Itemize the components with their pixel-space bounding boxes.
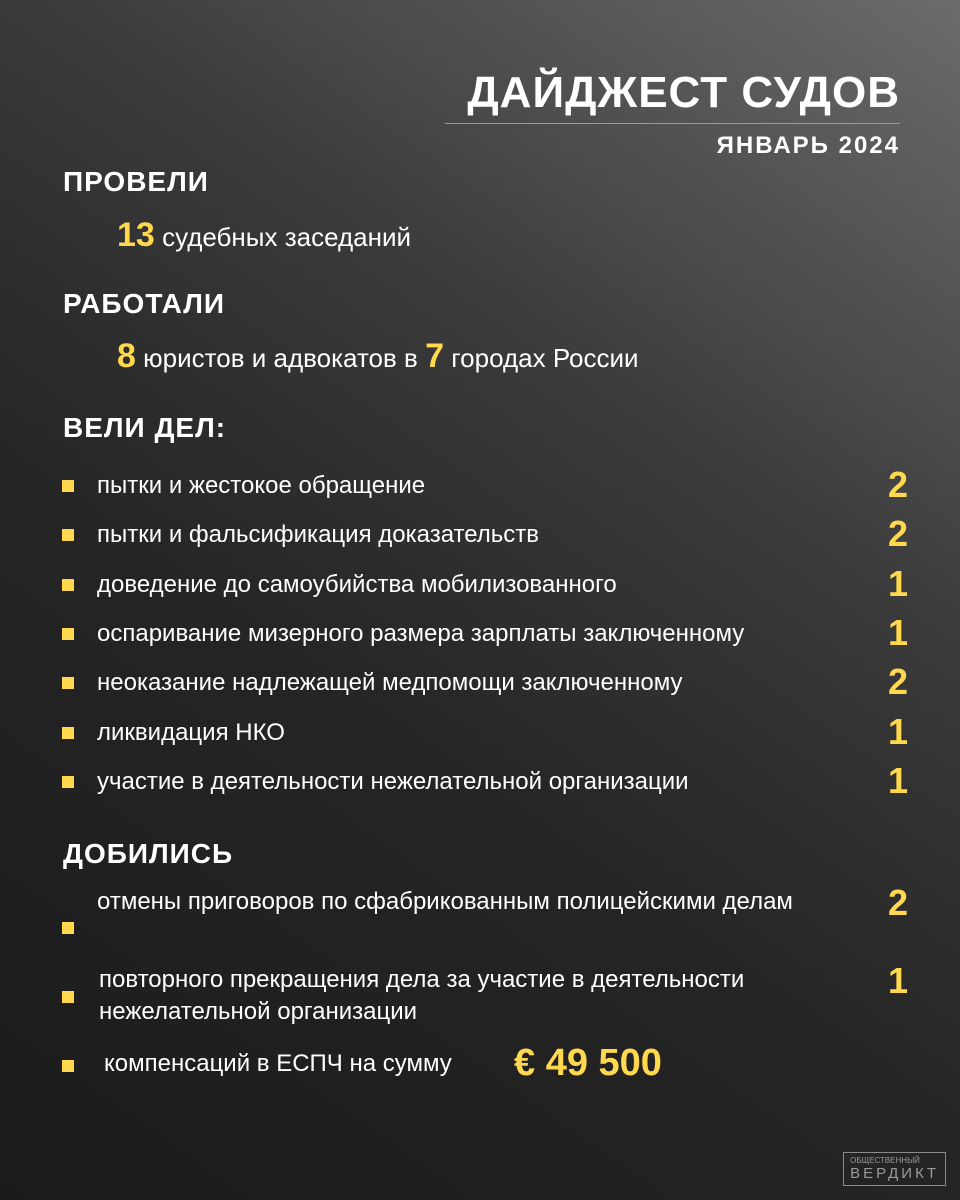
worked-line — [117, 337, 639, 376]
cities-text: городах России — [451, 343, 639, 373]
achieved-count: 2 — [887, 882, 908, 923]
worked-heading: РАБОТАЛИ — [63, 288, 226, 319]
achieved-item: отмены приговоров по сфабрикованным полицейскими делам — [97, 888, 793, 915]
case-item: участие в деятельности нежелательной организации — [97, 767, 689, 795]
hearings-text: судебных заседаний — [162, 222, 412, 252]
bullet-icon — [62, 1060, 74, 1072]
achieved-count: 1 — [887, 960, 908, 1001]
case-count: 2 — [887, 661, 908, 703]
cities-count: 7 — [425, 337, 445, 375]
case-count: 1 — [887, 562, 908, 604]
case-count: 1 — [887, 710, 908, 752]
case-item: оспаривание мизерного размера зарплаты заключенному — [97, 619, 745, 647]
compensation-label: компенсаций в ЕСПЧ на сумму — [104, 1050, 452, 1077]
case-item: пытки и жестокое обращение — [97, 472, 426, 499]
case-item: ликвидация НКО — [97, 718, 285, 746]
cases-heading: ВЕЛИ ДЕЛ: — [63, 412, 227, 443]
bullet-icon — [62, 579, 74, 591]
logo-line2: ВЕРДИКТ — [850, 1165, 939, 1182]
compensation-value: € 49 500 — [514, 1042, 662, 1084]
case-count: 2 — [887, 464, 908, 505]
case-count: 1 — [887, 759, 908, 801]
bullet-icon — [62, 677, 74, 689]
case-item: пытки и фальсификация доказательств — [97, 521, 540, 549]
hearings-count: 13 — [117, 216, 155, 254]
achieved-item: повторного прекращения дела за участие в деятельности нежелательной организации — [99, 966, 745, 1025]
title-divider — [445, 123, 900, 124]
page-subtitle: ЯНВАРЬ 2024 — [716, 132, 900, 159]
held-heading: ПРОВЕЛИ — [63, 166, 209, 197]
case-item: неоказание надлежащей медпомощи заключенному — [97, 669, 683, 697]
lawyers-text: юристов и адвокатов в — [143, 343, 418, 373]
held-line — [117, 216, 411, 255]
bullet-icon — [62, 480, 74, 492]
achieved-heading: ДОБИЛИСЬ — [63, 838, 234, 869]
bullet-icon — [62, 776, 74, 788]
page-title: ДАЙДЖЕСТ СУДОВ — [467, 68, 900, 117]
logo — [843, 1152, 946, 1186]
bullet-icon — [62, 991, 74, 1003]
case-count: 2 — [887, 513, 908, 555]
case-item: доведение до самоубийства мобилизованного — [97, 570, 617, 598]
case-count: 1 — [887, 611, 908, 653]
bullet-icon — [62, 529, 74, 541]
logo-line1: ОБЩЕСТВЕННЫЙ — [850, 1156, 920, 1165]
bullet-icon — [62, 628, 74, 640]
bullet-icon — [62, 727, 74, 739]
lawyers-count: 8 — [117, 337, 136, 375]
bullet-icon — [62, 922, 74, 934]
